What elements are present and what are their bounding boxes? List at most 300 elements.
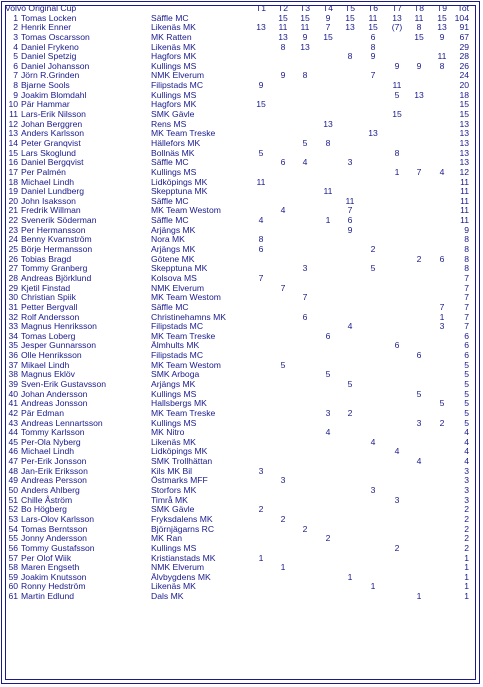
club-cell: SMK Gävle bbox=[151, 504, 195, 515]
position-cell: 24 bbox=[8, 234, 18, 245]
score-cell-t8: 11 bbox=[414, 12, 424, 23]
score-cell-t4: 7 bbox=[325, 22, 331, 33]
total-cell: 2 bbox=[464, 542, 469, 553]
score-cell-t6: 15 bbox=[368, 22, 378, 33]
score-cell-t2: 4 bbox=[280, 205, 286, 216]
rider-name-cell: Daniel Frykeno bbox=[21, 41, 79, 52]
score-cell-t9: 1 bbox=[439, 311, 445, 322]
total-cell: 104 bbox=[454, 12, 469, 23]
score-cell-t4: 8 bbox=[325, 137, 331, 148]
score-cell-t2: 5 bbox=[280, 359, 286, 370]
total-cell: 6 bbox=[464, 350, 469, 361]
position-cell: 22 bbox=[8, 215, 18, 226]
club-cell: Fryksdalens MK bbox=[151, 513, 213, 524]
table-row bbox=[4, 351, 475, 361]
score-cell-t1: 1 bbox=[258, 552, 264, 563]
score-cell-t9: 7 bbox=[439, 301, 445, 312]
rider-name-cell: Per Palmén bbox=[21, 166, 66, 177]
club-cell: MK Ran bbox=[151, 533, 183, 544]
rider-name-cell: Andreas Jonsson bbox=[21, 398, 88, 409]
score-cell-t6: 1 bbox=[370, 581, 376, 592]
score-cell-t9: 5 bbox=[439, 398, 445, 409]
rider-name-cell: Lars-Olov Karlsson bbox=[21, 513, 95, 524]
position-cell: 6 bbox=[13, 60, 18, 71]
score-cell-t7: 9 bbox=[394, 60, 400, 71]
total-cell: 26 bbox=[459, 60, 469, 71]
score-cell-t8: 4 bbox=[416, 456, 422, 467]
position-cell: 9 bbox=[13, 89, 18, 100]
column-header-t9: T9 bbox=[436, 3, 448, 13]
score-cell-t6: 9 bbox=[370, 51, 376, 62]
rider-name-cell: Tommy Gustafsson bbox=[21, 542, 95, 553]
position-cell: 12 bbox=[8, 118, 18, 129]
score-cell-t4: 6 bbox=[325, 330, 331, 341]
rider-name-cell: Johan Andersson bbox=[21, 388, 88, 399]
score-cell-t9: 13 bbox=[437, 22, 447, 33]
position-cell: 36 bbox=[8, 350, 18, 361]
total-cell: 5 bbox=[464, 398, 469, 409]
score-cell-t3: 5 bbox=[302, 137, 308, 148]
club-cell: Dals MK bbox=[151, 591, 184, 602]
rider-name-cell: Jan-Erik Eriksson bbox=[21, 465, 88, 476]
club-cell: Kullings MS bbox=[151, 542, 197, 553]
position-cell: 4 bbox=[13, 41, 18, 52]
club-cell: Christinehamns MK bbox=[151, 311, 226, 322]
position-cell: 43 bbox=[8, 417, 18, 428]
club-cell: MK Team Treske bbox=[151, 330, 216, 341]
position-cell: 13 bbox=[8, 128, 18, 139]
score-cell-t1: 8 bbox=[258, 234, 264, 245]
score-cell-t1: 15 bbox=[256, 99, 266, 110]
score-cell-t5: 1 bbox=[347, 571, 353, 582]
score-cell-t2: 9 bbox=[280, 70, 286, 81]
club-cell: Älmhults MK bbox=[151, 340, 200, 351]
rider-name-cell: Fredrik Willman bbox=[21, 205, 81, 216]
club-cell: Skepptuna MK bbox=[151, 186, 208, 197]
rider-name-cell: Börje Hermansson bbox=[21, 244, 93, 255]
club-cell: MK Team Treske bbox=[151, 128, 216, 139]
total-cell: 1 bbox=[464, 571, 469, 582]
score-cell-t9: 4 bbox=[439, 166, 445, 177]
score-cell-t5: 7 bbox=[347, 205, 353, 216]
club-cell: Götene MK bbox=[151, 253, 195, 264]
club-cell: Lidköpings MK bbox=[151, 446, 208, 457]
position-cell: 27 bbox=[8, 263, 18, 274]
score-cell-t4: 2 bbox=[325, 533, 331, 544]
rider-name-cell: Anders Karlsson bbox=[21, 128, 85, 139]
rider-name-cell: Bo Högberg bbox=[21, 504, 67, 515]
rider-name-cell: Michael Lindh bbox=[21, 176, 75, 187]
column-header-tot: Tot bbox=[457, 3, 469, 13]
score-cell-t2: 8 bbox=[280, 41, 286, 52]
club-cell: SMK Trollhättan bbox=[151, 456, 213, 467]
rider-name-cell: Kjetil Finstad bbox=[21, 282, 71, 293]
score-cell-t6: 5 bbox=[370, 263, 376, 274]
position-cell: 44 bbox=[8, 427, 18, 438]
score-cell-t8: 3 bbox=[416, 417, 422, 428]
rider-name-cell: John Isaksson bbox=[21, 195, 76, 206]
score-cell-t6: 13 bbox=[368, 128, 378, 139]
table-row bbox=[4, 592, 475, 602]
position-cell: 46 bbox=[8, 446, 18, 457]
position-cell: 19 bbox=[8, 186, 18, 197]
rider-name-cell: Martin Edlund bbox=[21, 591, 75, 602]
total-cell: 2 bbox=[464, 523, 469, 534]
rider-name-cell: Johan Berggren bbox=[21, 118, 83, 129]
rider-name-cell: Pär Hammar bbox=[21, 99, 70, 110]
table-row bbox=[4, 486, 475, 496]
total-cell: 11 bbox=[460, 176, 469, 187]
club-cell: Bollnäs MK bbox=[151, 147, 195, 158]
table-row bbox=[4, 14, 475, 24]
score-cell-t4: 1 bbox=[325, 215, 331, 226]
table-row bbox=[4, 168, 475, 178]
club-cell: Likenäs MK bbox=[151, 436, 196, 447]
total-cell: 11 bbox=[460, 186, 469, 197]
club-cell: Östmarks MFF bbox=[151, 475, 208, 486]
position-cell: 15 bbox=[8, 147, 18, 158]
club-cell: Kullings MS bbox=[151, 60, 197, 71]
total-cell: 13 bbox=[459, 118, 469, 129]
total-cell: 18 bbox=[459, 89, 469, 100]
total-cell: 24 bbox=[459, 70, 469, 81]
score-cell-t1: 3 bbox=[258, 465, 264, 476]
score-cell-t1: 2 bbox=[258, 504, 264, 515]
rider-name-cell: Lars Skoglund bbox=[21, 147, 76, 158]
column-header-t2: T2 bbox=[277, 3, 289, 13]
rider-name-cell: Pär Edman bbox=[21, 407, 64, 418]
total-cell: 12 bbox=[459, 166, 469, 177]
position-cell: 20 bbox=[8, 195, 18, 206]
total-cell: 7 bbox=[464, 311, 469, 322]
club-cell: MK Team Westom bbox=[151, 292, 221, 303]
total-cell: 29 bbox=[459, 41, 469, 52]
score-cell-t2: 7 bbox=[280, 282, 286, 293]
club-cell: Skepptuna MK bbox=[151, 263, 208, 274]
club-cell: MK Team Westom bbox=[151, 359, 221, 370]
total-cell: 7 bbox=[464, 292, 469, 303]
score-cell-t5: 2 bbox=[347, 407, 353, 418]
total-cell: 11 bbox=[460, 205, 469, 216]
score-cell-t3: 9 bbox=[302, 31, 308, 42]
total-cell: 5 bbox=[464, 407, 469, 418]
rider-name-cell: Tomas Oscarsson bbox=[21, 31, 90, 42]
position-cell: 29 bbox=[8, 282, 18, 293]
score-cell-t4: 9 bbox=[325, 12, 331, 23]
score-cell-t8: 8 bbox=[416, 22, 422, 33]
score-cell-t3: 3 bbox=[302, 263, 308, 274]
club-cell: Rens MS bbox=[151, 118, 187, 129]
total-cell: 5 bbox=[464, 378, 469, 389]
rider-name-cell: Tommy Granberg bbox=[21, 263, 88, 274]
club-cell: Likenäs MK bbox=[151, 22, 196, 33]
club-cell: Kolsova MS bbox=[151, 272, 197, 283]
score-cell-t9: 9 bbox=[439, 31, 445, 42]
rider-name-cell: Anders Ahlberg bbox=[21, 485, 80, 496]
score-cell-t5: 13 bbox=[345, 22, 355, 33]
score-cell-t8: 6 bbox=[416, 350, 422, 361]
score-cell-t6: 4 bbox=[370, 436, 376, 447]
score-cell-t2: 13 bbox=[278, 31, 288, 42]
total-cell: 8 bbox=[464, 253, 469, 264]
club-cell: Kullings MS bbox=[151, 388, 197, 399]
position-cell: 39 bbox=[8, 378, 18, 389]
position-cell: 51 bbox=[8, 494, 18, 505]
score-cell-t8: 7 bbox=[416, 166, 422, 177]
position-cell: 25 bbox=[8, 244, 18, 255]
total-cell: 1 bbox=[464, 562, 469, 573]
total-cell: 4 bbox=[464, 456, 469, 467]
total-cell: 15 bbox=[459, 109, 469, 120]
position-cell: 28 bbox=[8, 272, 18, 283]
rider-name-cell: Tommy Karlsson bbox=[21, 427, 85, 438]
position-cell: 53 bbox=[8, 513, 18, 524]
rider-name-cell: Mikael Lindh bbox=[21, 359, 70, 370]
total-cell: 6 bbox=[464, 330, 469, 341]
position-cell: 32 bbox=[8, 311, 18, 322]
total-cell: 15 bbox=[459, 99, 469, 110]
score-cell-t2: 2 bbox=[280, 513, 286, 524]
club-cell: Filipstads MC bbox=[151, 321, 204, 332]
total-cell: 5 bbox=[464, 369, 469, 380]
score-cell-t8: 13 bbox=[414, 89, 424, 100]
score-cell-t7: 5 bbox=[394, 89, 400, 100]
position-cell: 33 bbox=[8, 321, 18, 332]
position-cell: 11 bbox=[9, 109, 18, 120]
total-cell: 3 bbox=[464, 475, 469, 486]
total-cell: 13 bbox=[459, 128, 469, 139]
score-cell-t7: 11 bbox=[392, 80, 402, 91]
rider-name-cell: Tomas Locken bbox=[21, 12, 77, 23]
position-cell: 21 bbox=[8, 205, 18, 216]
rider-name-cell: Jonny Andersson bbox=[21, 533, 87, 544]
position-cell: 1 bbox=[13, 12, 18, 23]
club-cell: NMK Elverum bbox=[151, 282, 205, 293]
rider-name-cell: Christian Spiik bbox=[21, 292, 76, 303]
position-cell: 34 bbox=[8, 330, 18, 341]
score-cell-t7: 15 bbox=[392, 109, 402, 120]
total-cell: 4 bbox=[464, 446, 469, 457]
table-row bbox=[4, 91, 475, 101]
total-cell: 2 bbox=[464, 504, 469, 515]
rider-name-cell: Rolf Andersson bbox=[21, 311, 80, 322]
club-cell: MK Nitro bbox=[151, 427, 185, 438]
rider-name-cell: Jesper Gunnarsson bbox=[21, 340, 96, 351]
club-cell: Kullings MS bbox=[151, 89, 197, 100]
score-cell-t6: 6 bbox=[370, 31, 376, 42]
rider-name-cell: Jörn R.Grinden bbox=[21, 70, 80, 81]
score-cell-t6: 8 bbox=[370, 41, 376, 52]
position-cell: 45 bbox=[8, 436, 18, 447]
score-cell-t2: 1 bbox=[280, 562, 286, 573]
score-cell-t9: 3 bbox=[439, 321, 445, 332]
club-cell: Hagfors MK bbox=[151, 99, 197, 110]
total-cell: 7 bbox=[464, 272, 469, 283]
table-row bbox=[4, 245, 475, 255]
score-cell-t8: 9 bbox=[416, 60, 422, 71]
club-cell: Kullings MS bbox=[151, 417, 197, 428]
rider-name-cell: Daniel Johansson bbox=[21, 60, 90, 71]
rider-name-cell: Per Olof Wiik bbox=[21, 552, 72, 563]
club-cell: Björnjägarns RC bbox=[151, 523, 215, 534]
score-cell-t6: 7 bbox=[370, 70, 376, 81]
total-cell: 8 bbox=[464, 244, 469, 255]
score-cell-t6: 3 bbox=[370, 485, 376, 496]
table-title: Volvo Original Cup bbox=[5, 3, 77, 13]
rider-name-cell: Magnus Henriksson bbox=[21, 321, 97, 332]
club-cell: SMK Arboga bbox=[151, 369, 200, 380]
club-cell: Arjängs MK bbox=[151, 224, 196, 235]
position-cell: 50 bbox=[8, 485, 18, 496]
column-header-t4: T4 bbox=[322, 3, 334, 13]
total-cell: 8 bbox=[464, 263, 469, 274]
club-cell: Säffle MC bbox=[151, 215, 189, 226]
position-cell: 40 bbox=[8, 388, 18, 399]
position-cell: 61 bbox=[8, 591, 18, 602]
rider-name-cell: Petter Bergvall bbox=[21, 301, 78, 312]
total-cell: 91 bbox=[459, 22, 469, 33]
score-cell-t4: 5 bbox=[325, 369, 331, 380]
score-cell-t4: 15 bbox=[323, 31, 333, 42]
column-header-t7: T7 bbox=[391, 3, 403, 13]
position-cell: 56 bbox=[8, 542, 18, 553]
position-cell: 17 bbox=[8, 166, 18, 177]
rider-name-cell: Olle Henriksson bbox=[21, 350, 82, 361]
score-cell-t1: 5 bbox=[258, 147, 264, 158]
score-cell-t2: 3 bbox=[280, 475, 286, 486]
position-cell: 38 bbox=[8, 369, 18, 380]
club-cell: Storfors MK bbox=[151, 485, 197, 496]
score-cell-t6: 11 bbox=[368, 12, 378, 23]
total-cell: 3 bbox=[464, 465, 469, 476]
position-cell: 8 bbox=[13, 80, 18, 91]
score-cell-t5: 4 bbox=[347, 321, 353, 332]
position-cell: 3 bbox=[13, 31, 18, 42]
rider-name-cell: Benny Kvarnström bbox=[21, 234, 92, 245]
score-cell-t7: 6 bbox=[394, 340, 400, 351]
position-cell: 30 bbox=[8, 292, 18, 303]
score-cell-t2: 6 bbox=[280, 157, 286, 168]
rider-name-cell: Per Hermansson bbox=[21, 224, 86, 235]
total-cell: 1 bbox=[464, 552, 469, 563]
total-cell: 5 bbox=[464, 388, 469, 399]
rider-name-cell: Henrik Enner bbox=[21, 22, 72, 33]
total-cell: 67 bbox=[459, 31, 469, 42]
score-cell-t1: 13 bbox=[256, 22, 266, 33]
total-cell: 3 bbox=[464, 485, 469, 496]
score-cell-t5: 15 bbox=[345, 12, 355, 23]
total-cell: 3 bbox=[464, 494, 469, 505]
rider-name-cell: Magnus Eklöv bbox=[21, 369, 75, 380]
club-cell: Säffle MC bbox=[151, 301, 189, 312]
score-cell-t7: 4 bbox=[394, 446, 400, 457]
total-cell: 11 bbox=[460, 215, 469, 226]
score-cell-t3: 8 bbox=[302, 70, 308, 81]
score-cell-t5: 3 bbox=[347, 157, 353, 168]
table-row bbox=[4, 158, 475, 168]
club-cell: Nora MK bbox=[151, 234, 185, 245]
position-cell: 42 bbox=[8, 407, 18, 418]
score-cell-t2: 11 bbox=[278, 22, 288, 33]
total-cell: 13 bbox=[459, 147, 469, 158]
club-cell: Hällefors MK bbox=[151, 137, 201, 148]
column-header-t6: T6 bbox=[367, 3, 379, 13]
score-cell-t1: 11 bbox=[256, 176, 266, 187]
rider-name-cell: Tomas Berntsson bbox=[21, 523, 88, 534]
rider-name-cell: Daniel Lundberg bbox=[21, 186, 85, 197]
rider-name-cell: Tobias Bragd bbox=[21, 253, 72, 264]
score-cell-t7: 8 bbox=[394, 147, 400, 158]
score-cell-t8: 1 bbox=[416, 591, 422, 602]
total-cell: 5 bbox=[464, 359, 469, 370]
club-cell: Timrå MK bbox=[151, 494, 188, 505]
position-cell: 14 bbox=[8, 137, 18, 148]
position-cell: 48 bbox=[8, 465, 18, 476]
standings-table bbox=[4, 4, 475, 602]
column-header-t1: T1 bbox=[255, 3, 267, 13]
score-cell-t9: 15 bbox=[437, 12, 447, 23]
rider-name-cell: Per-Ola Nyberg bbox=[21, 436, 81, 447]
position-cell: 18 bbox=[8, 176, 18, 187]
club-cell: Arjängs MK bbox=[151, 378, 196, 389]
club-cell: Älvbygdens MK bbox=[151, 571, 211, 582]
score-cell-t8: 15 bbox=[414, 31, 424, 42]
position-cell: 60 bbox=[8, 581, 18, 592]
score-cell-t1: 4 bbox=[258, 215, 264, 226]
rider-name-cell: Lars-Erik Nilsson bbox=[21, 109, 86, 120]
position-cell: 54 bbox=[8, 523, 18, 534]
club-cell: NMK Elverum bbox=[151, 70, 205, 81]
rider-name-cell: Andreas Björklund bbox=[21, 272, 92, 283]
club-cell: Arjängs MK bbox=[151, 244, 196, 255]
position-cell: 31 bbox=[8, 301, 18, 312]
rider-name-cell: Ronny Hedström bbox=[21, 581, 86, 592]
position-cell: 52 bbox=[8, 504, 18, 515]
rider-name-cell: Michael Lindh bbox=[21, 446, 75, 457]
club-cell: Likenäs MK bbox=[151, 581, 196, 592]
position-cell: 16 bbox=[8, 157, 18, 168]
table-row bbox=[4, 438, 475, 448]
club-cell: MK Ratten bbox=[151, 31, 192, 42]
total-cell: 20 bbox=[459, 80, 469, 91]
rider-name-cell: Per-Erik Jonsson bbox=[21, 456, 87, 467]
score-cell-t7: 1 bbox=[394, 166, 400, 177]
club-cell: Lidköpings MK bbox=[151, 176, 208, 187]
rider-name-cell: Joakim Knutsson bbox=[21, 571, 87, 582]
total-cell: 4 bbox=[464, 427, 469, 438]
score-cell-t6: 2 bbox=[370, 244, 376, 255]
rider-name-cell: Andreas Persson bbox=[21, 475, 87, 486]
score-cell-t4: 11 bbox=[323, 186, 333, 197]
table-row bbox=[4, 544, 475, 554]
total-cell: 28 bbox=[459, 51, 469, 62]
club-cell: MK Team Westom bbox=[151, 205, 221, 216]
total-cell: 8 bbox=[464, 234, 469, 245]
score-cell-t4: 13 bbox=[323, 118, 333, 129]
score-cell-t5: 9 bbox=[347, 224, 353, 235]
total-cell: 9 bbox=[464, 224, 469, 235]
rider-name-cell: Joakim Blomdahl bbox=[21, 89, 87, 100]
club-cell: Filipstads MC bbox=[151, 80, 204, 91]
score-cell-t4: 3 bbox=[325, 407, 331, 418]
total-cell: 7 bbox=[464, 321, 469, 332]
score-cell-t7: 2 bbox=[394, 542, 400, 553]
position-cell: 59 bbox=[8, 571, 18, 582]
score-cell-t5: 5 bbox=[347, 378, 353, 389]
rider-name-cell: Maren Engseth bbox=[21, 562, 80, 573]
rider-name-cell: Tomas Loberg bbox=[21, 330, 76, 341]
position-cell: 10 bbox=[8, 99, 18, 110]
